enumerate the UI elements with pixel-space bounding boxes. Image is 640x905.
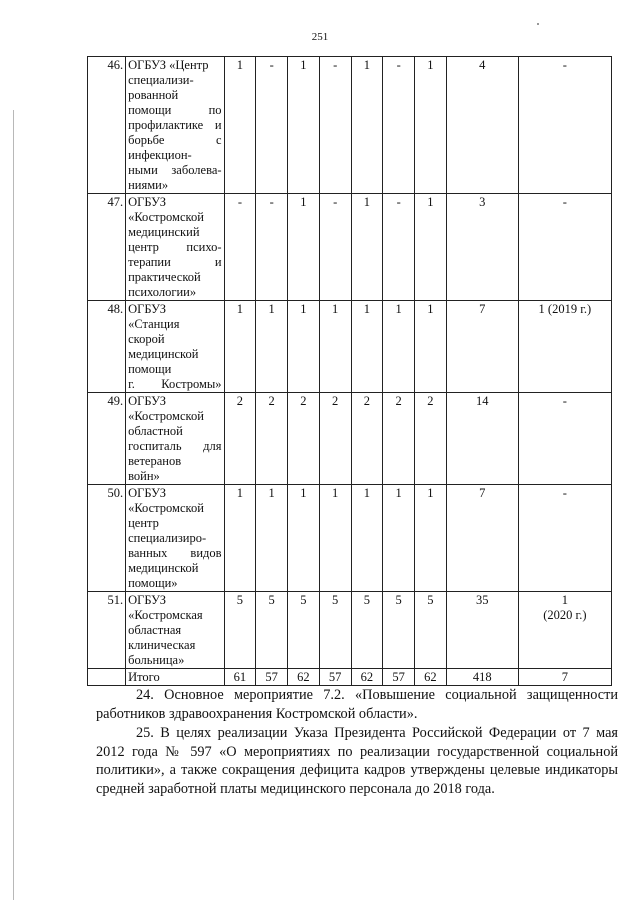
organization-name-line: специализи- (128, 73, 194, 87)
year-value-cell: 5 (319, 592, 351, 669)
row-number: 46. (88, 57, 126, 194)
year-value-cell: 5 (224, 592, 256, 669)
note-line: - (562, 58, 567, 72)
organization-name-line: «Костромская (128, 608, 203, 622)
year-value-cell: 2 (319, 393, 351, 485)
year-value-cell: 1 (319, 485, 351, 592)
grand-total-cell: 418 (446, 669, 518, 686)
year-value-cell: - (319, 57, 351, 194)
organization-name-line: помощи» (128, 576, 178, 590)
table-row (88, 485, 612, 592)
year-value-cell: 2 (256, 393, 288, 485)
table-row (88, 393, 612, 485)
organization-name-line: центр психо- (128, 240, 222, 254)
row-total-cell: 7 (446, 301, 518, 393)
total-value-cell: 61 (224, 669, 256, 686)
organization-name-line: ванных видов (128, 546, 222, 560)
year-value-cell: 2 (383, 393, 415, 485)
row-number: 47. (88, 194, 126, 301)
organization-name-line: медицинский (128, 225, 200, 239)
paragraph-24: 24. Основное мероприятие 7.2. «Повышение социальной защищенности работников здравоохранения Костромской области». (96, 687, 618, 722)
year-value-cell: - (383, 57, 415, 194)
row-total-cell: 35 (446, 592, 518, 669)
staffing-table (87, 56, 612, 686)
organization-name-line: ОГБУЗ (128, 394, 167, 408)
year-value-cell: 1 (319, 301, 351, 393)
organization-name-line: ОГБУЗ (128, 195, 167, 209)
organization-name-line: ветеранов (128, 454, 182, 468)
organization-name-line: больница» (128, 653, 185, 667)
total-note-cell: 7 (518, 669, 611, 686)
organization-name (126, 194, 224, 301)
year-value-cell: 2 (351, 393, 383, 485)
year-value-cell: 1 (351, 301, 383, 393)
year-value-cell: 1 (256, 301, 288, 393)
year-value-cell: 1 (288, 485, 320, 592)
note-line: 1 (2019 г.) (538, 302, 592, 316)
organization-name-line: клиническая (128, 638, 196, 652)
note-line: (2020 г.) (543, 608, 587, 622)
note-line: - (562, 195, 567, 209)
year-value-cell: 1 (256, 485, 288, 592)
organization-name-line: профилактике и (128, 118, 222, 132)
organization-name-line: ОГБУЗ «Центр (128, 58, 209, 72)
organization-name-line: госпиталь для (128, 439, 222, 453)
organization-name (126, 592, 224, 669)
row-number: 50. (88, 485, 126, 592)
year-value-cell: 1 (224, 485, 256, 592)
year-value-cell: 1 (415, 301, 447, 393)
organization-name-line: помощи по (128, 103, 222, 117)
year-value-cell: 1 (351, 194, 383, 301)
organization-name-line: медицинской (128, 347, 199, 361)
table-row (88, 592, 612, 669)
page-number: 251 (311, 31, 329, 43)
organization-name-line: медицинской (128, 561, 199, 575)
organization-name-line: ниями» (128, 178, 169, 192)
row-total-cell: 14 (446, 393, 518, 485)
year-value-cell: - (224, 194, 256, 301)
note-cell (518, 485, 611, 592)
note-cell (518, 194, 611, 301)
year-value-cell: 1 (351, 485, 383, 592)
organization-name-line: г. Костромы» (128, 377, 222, 391)
note-line: - (562, 394, 567, 408)
year-value-cell: 2 (415, 393, 447, 485)
note-cell (518, 592, 611, 669)
year-value-cell: 5 (415, 592, 447, 669)
organization-name-line: областная (128, 623, 182, 637)
organization-name-line: областной (128, 424, 183, 438)
row-number: 49. (88, 393, 126, 485)
year-value-cell: 2 (288, 393, 320, 485)
year-value-cell: 5 (351, 592, 383, 669)
year-value-cell: 2 (224, 393, 256, 485)
year-value-cell: 1 (351, 57, 383, 194)
organization-name (126, 301, 224, 393)
organization-name (126, 485, 224, 592)
empty-cell (88, 669, 126, 686)
organization-name-line: ОГБУЗ (128, 302, 167, 316)
note-cell (518, 393, 611, 485)
organization-name-line: войн» (128, 469, 160, 483)
note-line: - (562, 486, 567, 500)
row-total-cell: 7 (446, 485, 518, 592)
organization-name-line: специализиро- (128, 531, 207, 545)
year-value-cell: 5 (256, 592, 288, 669)
scan-edge-line (13, 110, 14, 900)
organization-name-line: психологии» (128, 285, 197, 299)
table-total-row (88, 669, 612, 686)
organization-name-line: практической (128, 270, 201, 284)
total-value-cell: 62 (288, 669, 320, 686)
organization-name-line: помощи (128, 362, 172, 376)
year-value-cell: 1 (224, 57, 256, 194)
organization-name-line: скорой (128, 332, 165, 346)
organization-name-line: борьбе с (128, 133, 222, 147)
organization-name-line: «Костромской (128, 409, 204, 423)
total-value-cell: 62 (351, 669, 383, 686)
total-value-cell: 57 (256, 669, 288, 686)
organization-name-line: ными заболева- (128, 163, 222, 177)
year-value-cell: 5 (288, 592, 320, 669)
row-number: 48. (88, 301, 126, 393)
organization-name (126, 57, 224, 194)
note-line: 1 (561, 593, 568, 607)
scan-speck (537, 23, 539, 25)
organization-name-line: центр (128, 516, 159, 530)
year-value-cell: 1 (415, 194, 447, 301)
organization-name-line: «Костромской (128, 210, 204, 224)
year-value-cell: 1 (383, 485, 415, 592)
total-label: Итого (126, 669, 224, 686)
year-value-cell: - (383, 194, 415, 301)
table-body (88, 57, 612, 686)
total-value-cell: 57 (319, 669, 351, 686)
organization-name-line: «Костромской (128, 501, 204, 515)
year-value-cell: 1 (288, 57, 320, 194)
year-value-cell: - (319, 194, 351, 301)
row-total-cell: 4 (446, 57, 518, 194)
row-number: 51. (88, 592, 126, 669)
organization-name-line: «Станция (128, 317, 180, 331)
year-value-cell: 1 (288, 301, 320, 393)
organization-name-line: рованной (128, 88, 179, 102)
organization-name (126, 393, 224, 485)
year-value-cell: 1 (415, 485, 447, 592)
table-row (88, 194, 612, 301)
paragraph-25: 25. В целях реализации Указа Президента Российской Федерации от 7 мая 2012 года № 597 «О мероприятиях по реализации государственной социальной политики», а также сокращения дефицита кадров утверждены целевые индикаторы средней заработной платы медицинского персонала до 2018 года. (96, 725, 618, 797)
organization-name-line: терапии и (128, 255, 222, 269)
table-row (88, 301, 612, 393)
organization-name-line: инфекцион- (128, 148, 192, 162)
organization-name-line: ОГБУЗ (128, 593, 167, 607)
year-value-cell: 1 (415, 57, 447, 194)
year-value-cell: 1 (288, 194, 320, 301)
row-total-cell: 3 (446, 194, 518, 301)
total-value-cell: 62 (415, 669, 447, 686)
year-value-cell: 1 (383, 301, 415, 393)
year-value-cell: - (256, 194, 288, 301)
note-cell (518, 301, 611, 393)
year-value-cell: - (256, 57, 288, 194)
year-value-cell: 1 (224, 301, 256, 393)
table-row (88, 57, 612, 194)
note-cell (518, 57, 611, 194)
total-value-cell: 57 (383, 669, 415, 686)
year-value-cell: 5 (383, 592, 415, 669)
organization-name-line: ОГБУЗ (128, 486, 167, 500)
